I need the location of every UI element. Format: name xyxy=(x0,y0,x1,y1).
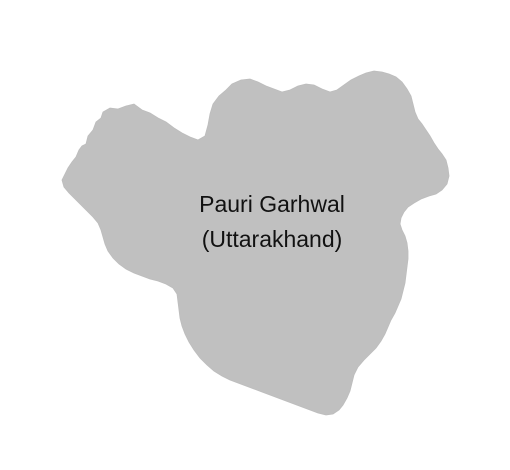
district-name-label: Pauri Garhwal xyxy=(199,191,345,217)
state-name-label: (Uttarakhand) xyxy=(201,226,343,252)
